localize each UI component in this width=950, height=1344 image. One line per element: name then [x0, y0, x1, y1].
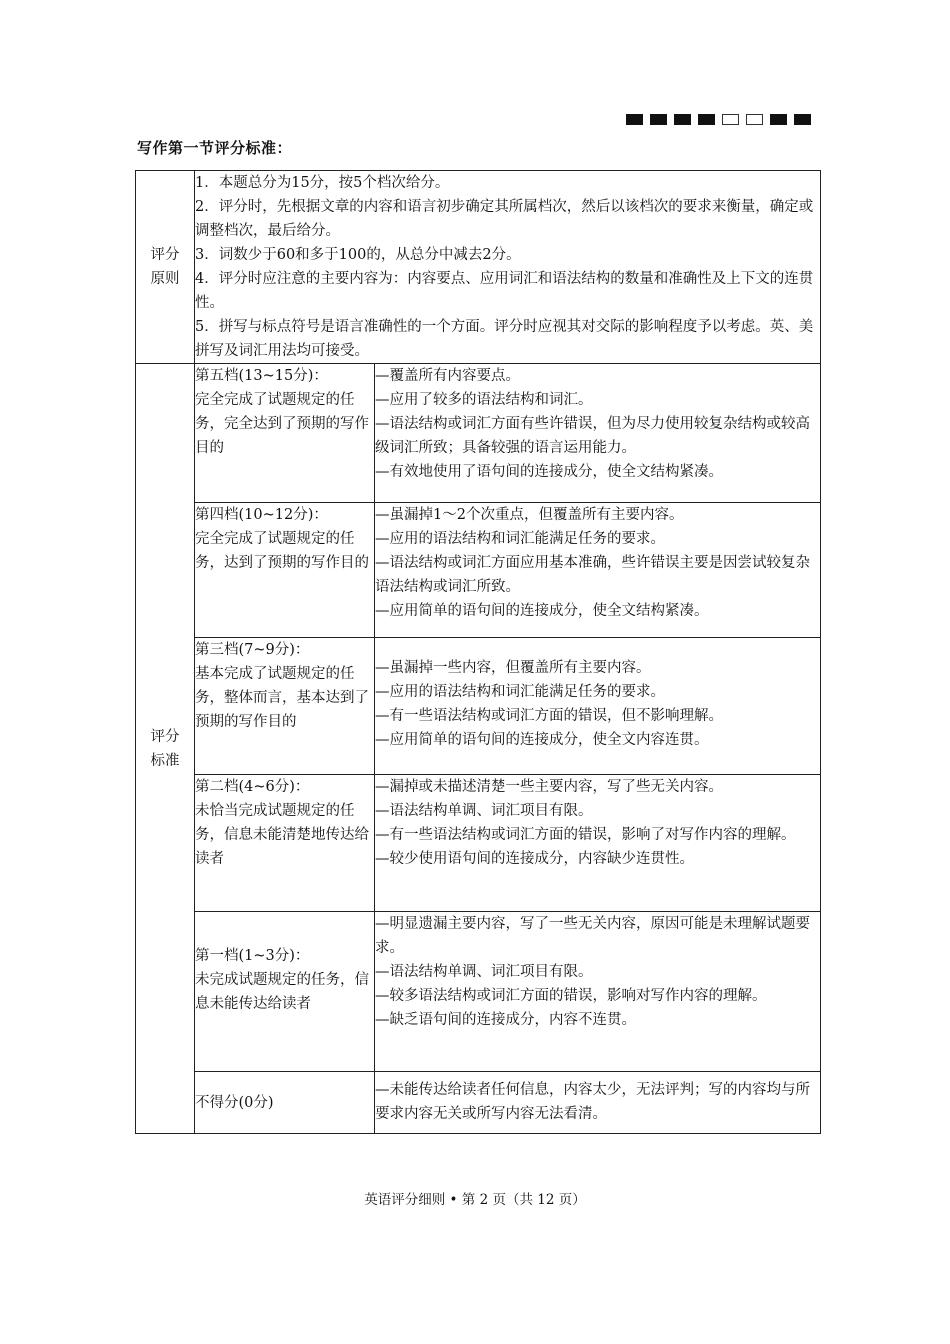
principle-item: 5．拼写与标点符号是语言准确性的一个方面。评分时应视其对交际的影响程度予以考虑。英、美拼写及词汇用法均可接受。 — [195, 319, 814, 359]
criterion: —应用简单的语句间的连接成分，使全文内容连贯。 — [375, 732, 709, 748]
band-summary: 未完成试题规定的任务，信息未能传达给读者 — [195, 972, 369, 1012]
header-mark — [674, 114, 691, 125]
band-row — [136, 912, 821, 1072]
principle-item: 1．本题总分为15分，按5个档次给分。 — [195, 175, 450, 191]
band-title: 第一档(1~3分)： — [195, 948, 310, 964]
criterion: —应用的语法结构和词汇能满足任务的要求。 — [375, 531, 665, 547]
criterion: —较少使用语句间的连接成分，内容缺少连贯性。 — [375, 851, 694, 867]
band-criteria — [375, 638, 821, 775]
header-mark — [626, 114, 643, 125]
band-description — [195, 638, 375, 775]
criterion: —较多语法结构或词汇方面的错误，影响对写作内容的理解。 — [375, 988, 767, 1004]
principles-label — [136, 171, 195, 364]
principle-item: 2．评分时，先根据文章的内容和语言初步确定其所属档次，然后以该档次的要求来衡量，确定或调整档次，最后给分。 — [195, 199, 814, 239]
principle-item: 4．评分时应注意的主要内容为：内容要点、应用词汇和语法结构的数量和准确性及上下文的连贯性。 — [195, 271, 814, 311]
standards-label-text: 评分标准 — [150, 728, 180, 769]
band-criteria — [375, 1072, 821, 1134]
section-heading: 写作第一节评分标准： — [137, 139, 293, 157]
criterion: —有效地使用了语句间的连接成分，使全文结构紧凑。 — [375, 464, 723, 480]
criterion: —语法结构单调、词汇项目有限。 — [375, 803, 593, 819]
band-description — [195, 775, 375, 912]
band-row — [136, 503, 821, 638]
band-description — [195, 1072, 375, 1134]
band-criteria — [375, 503, 821, 638]
criterion: —覆盖所有内容要点。 — [375, 368, 520, 384]
band-row — [136, 638, 821, 775]
header-mark — [770, 114, 787, 125]
band-description — [195, 364, 375, 503]
band-title: 不得分(0分) — [195, 1094, 274, 1111]
criterion: —漏掉或未描述清楚一些主要内容，写了些无关内容。 — [375, 779, 723, 795]
criterion: —应用简单的语句间的连接成分，使全文结构紧凑。 — [375, 603, 709, 619]
header-mark — [794, 114, 811, 125]
criterion: —虽漏掉一些内容，但覆盖所有主要内容。 — [375, 660, 651, 676]
criterion: —应用的语法结构和词汇能满足任务的要求。 — [375, 684, 665, 700]
header-mark — [650, 114, 667, 125]
criterion: —语法结构或词汇方面有些许错误，但为尽力使用较复杂结构或较高级词汇所致；具备较强的语言运用能力。 — [375, 416, 810, 456]
band-title: 第二档(4~6分)： — [195, 779, 310, 795]
principle-item: 3．词数少于60和多于100的，从总分中减去2分。 — [195, 247, 521, 263]
criterion: —应用了较多的语法结构和词汇。 — [375, 392, 593, 408]
criterion: —虽漏掉1～2个次重点，但覆盖所有主要内容。 — [375, 507, 684, 523]
principles-row — [136, 171, 821, 364]
principles-cell — [195, 171, 821, 364]
band-row — [136, 364, 821, 503]
band-summary: 未恰当完成试题规定的任务，信息未能清楚地传达给读者 — [195, 803, 369, 867]
band-criteria — [375, 364, 821, 503]
band-criteria — [375, 775, 821, 912]
page-footer: 英语评分细则 • 第 2 页（共 12 页） — [364, 1192, 586, 1208]
header-mark — [722, 114, 739, 125]
criterion: —语法结构单调、词汇项目有限。 — [375, 964, 593, 980]
header-marks — [626, 114, 811, 125]
criterion: —有一些语法结构或词汇方面的错误，影响了对写作内容的理解。 — [375, 827, 796, 843]
principles-label-text: 评分原则 — [150, 247, 180, 287]
band-summary: 完全完成了试题规定的任务，达到了预期的写作目的 — [195, 531, 369, 571]
header-mark — [698, 114, 715, 125]
criterion: —明显遗漏主要内容，写了一些无关内容，原因可能是未理解试题要求。 — [375, 916, 810, 956]
rubric-table — [135, 170, 821, 1134]
band-title: 第四档(10~12分)： — [195, 507, 328, 523]
band-description — [195, 912, 375, 1072]
criterion: —有一些语法结构或词汇方面的错误，但不影响理解。 — [375, 708, 723, 724]
criterion: —未能传达给读者任何信息，内容太少，无法评判；写的内容均与所要求内容无关或所写内容无法看清。 — [375, 1082, 810, 1122]
band-row — [136, 1072, 821, 1134]
band-title: 第五档(13~15分)： — [195, 368, 328, 384]
criterion: —缺乏语句间的连接成分，内容不连贯。 — [375, 1012, 636, 1028]
band-row — [136, 775, 821, 912]
band-description — [195, 503, 375, 638]
standards-label — [136, 364, 195, 1134]
band-summary: 完全完成了试题规定的任务，完全达到了预期的写作目的 — [195, 392, 369, 456]
band-criteria — [375, 912, 821, 1072]
header-mark — [746, 114, 763, 125]
band-title: 第三档(7~9分)： — [195, 642, 310, 658]
band-summary: 基本完成了试题规定的任务，整体而言，基本达到了预期的写作目的 — [195, 666, 369, 730]
criterion: —语法结构或词汇方面应用基本准确，些许错误主要是因尝试较复杂语法结构或词汇所致。 — [375, 555, 810, 595]
